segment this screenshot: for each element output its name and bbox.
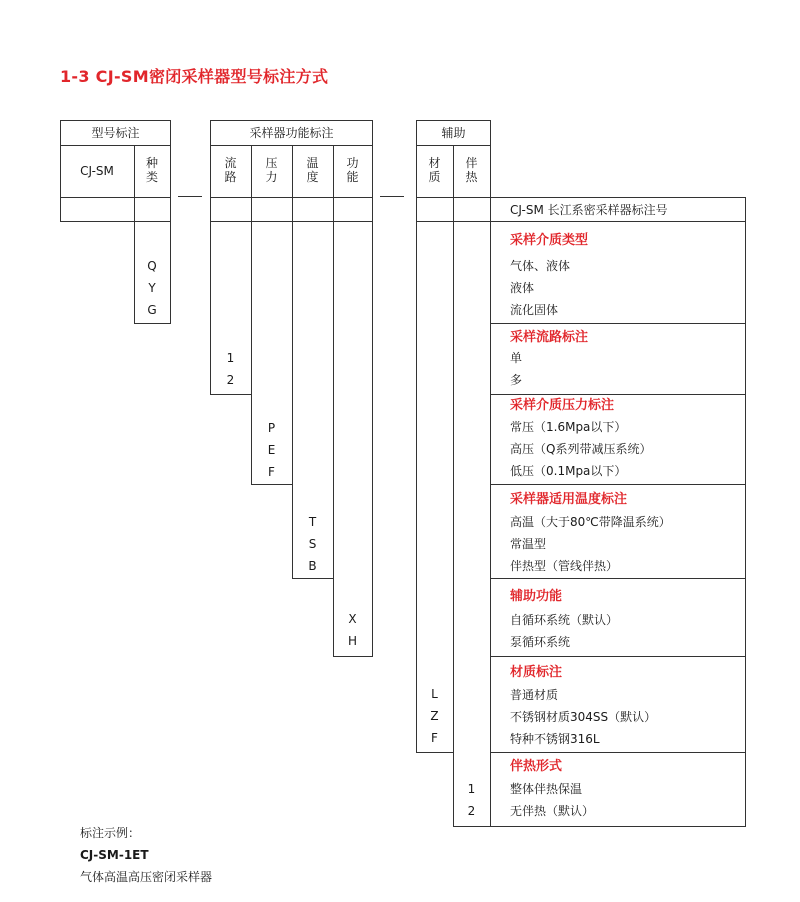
separator-dash-2 [380,196,404,197]
sub-kind: 种 类 [145,156,158,184]
section-line: 泵循环系统 [510,635,571,649]
section-line: 多 [510,373,523,387]
header-function: 采样器功能标注 [249,126,334,140]
codes-temp: T S B [308,515,317,573]
section-line: 自循环系统（默认） [510,613,619,627]
example-label: 标注示例： [80,826,141,840]
section-line: 常温型 [510,537,547,551]
sub-flow: 流 路 [224,156,237,184]
codes-func: X H [347,612,358,648]
section-line: 特种不锈钢316L [510,732,600,746]
header-model: 型号标注 [91,126,140,140]
section-line: 普通材质 [510,688,559,702]
example-code: CJ-SM-1ET [80,848,149,862]
section-title: 伴热形式 [510,759,563,774]
codes-pressure: P E F [267,421,276,479]
section-line: 流化固体 [510,303,559,317]
section-line: 高温（大于80℃带降温系统） [510,515,671,529]
section-line: 常压（1.6Mpa以下） [510,420,627,434]
separator-dash-1 [178,196,202,197]
header-aux: 辅助 [441,126,466,140]
section-line: 不锈钢材质304SS（默认） [510,710,657,724]
sub-heat: 伴 热 [465,156,478,184]
codes-heat: 1 2 [467,782,476,818]
section-title: 辅助功能 [510,589,563,604]
section-line: 单 [510,351,523,365]
section-line: 高压（Q系列带减压系统） [510,442,652,456]
codes-kind: Q Y G [147,259,157,317]
sub-material: 材 质 [428,156,441,184]
sub-pressure: 压 力 [265,156,278,184]
page-title: 1-3 CJ-SM密闭采样器型号标注方式 [60,67,329,86]
sub-temp: 温 度 [306,156,319,184]
section-title: 采样介质类型 [510,233,589,248]
section-line: 伴热型（管线伴热） [510,559,619,573]
section-line: 气体、液体 [510,259,571,273]
section-line: 低压（0.1Mpa以下） [510,464,627,478]
codes-flow: 1 2 [226,351,235,387]
section-title: 采样介质压力标注 [510,398,615,413]
codes-material: L Z F [430,687,439,745]
section-line: 液体 [510,281,535,295]
sub-func: 功 能 [346,156,359,184]
section-title: 材质标注 [510,665,563,680]
section-title: 采样器适用温度标注 [510,492,628,507]
sub-base-model: CJ-SM [80,164,114,178]
brand-row-label: CJ-SM 长江系密采样器标注号 [510,203,668,217]
section-title: 采样流路标注 [510,330,589,345]
section-line: 无伴热（默认） [510,804,595,818]
example-description: 气体高温高压密闭采样器 [80,870,213,884]
section-line: 整体伴热保温 [510,782,583,796]
